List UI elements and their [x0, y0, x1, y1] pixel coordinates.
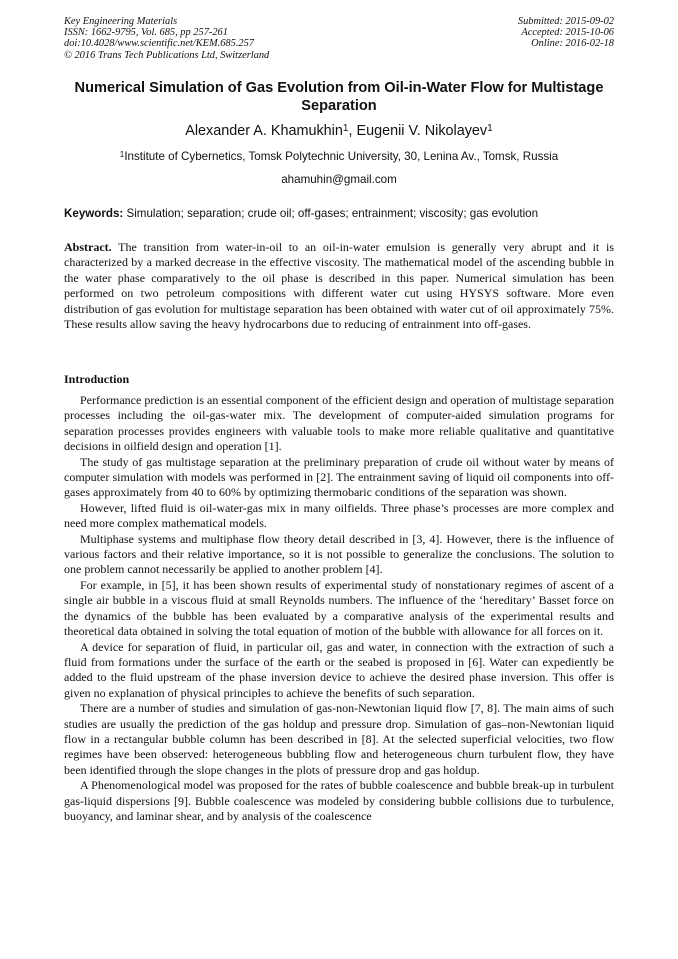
affiliation-mark: 1	[119, 149, 125, 159]
journal-name: Key Engineering Materials	[64, 16, 178, 27]
online-date: Online: 2016-02-18	[531, 38, 614, 50]
paragraph: There are a number of studies and simulation of gas-non-Newtonian liquid flow [7, 8]. The main aims of such studies are usually the prediction of the gas holdup and pressure drop. Simulation of gas–non-Newtonian liquid flow in a rectangular bubble column has been described in [8]. At the selected superficial velocities, two flow regimes have been observed: heterogeneous bubbling flow and heterogeneous churn turbulent flow, they have been identified through the slope changes in the plots of pressure drop and gas holdup.	[64, 701, 614, 777]
abstract-text: The transition from water-in-oil to an oil-in-water emulsion is generally very abrupt and it is characterized by a marked decrease in the effective viscosity. The mathematical model of the ascending bubble in the water phase comparatively to the oil phase is described in this paper. Numerical simulation has been performed on two petroleum compositions with different water cut using HYSYS software. More even distribution of gas evolution for multistage separation has been obtained with water cut of oil approximately 75%. These results allow saving the heavy hydrocarbons due to reducing of entrainment into off-gases.	[64, 240, 614, 332]
paragraph: A device for separation of fluid, in particular oil, gas and water, in connection with the extraction of such a fluid from formations under the surface of the earth or the seabed is proposed in [6]. Water can expediently be added to the fluid upstream of the phase inversion device to achieve the desired phase inversion. This offer is given no explanation of physical principles to achieve the benefits of such separation.	[64, 639, 614, 700]
affiliation-text: Institute of Cybernetics, Tomsk Polytechnic University, 30, Lenina Av., Tomsk, Russia	[124, 150, 559, 163]
author-email: ahamuhin@gmail.com	[281, 173, 397, 186]
keywords-label: Keywords:	[64, 207, 124, 220]
keywords	[64, 207, 614, 221]
paragraph: However, lifted fluid is oil-water-gas mix in many oilfields. Three phase’s processes are more complex and need more complex mathematical models.	[64, 500, 614, 531]
publication-info	[64, 16, 269, 61]
author-name: Eugenii V. Nikolayev	[356, 123, 488, 139]
paragraph: Multiphase systems and multiphase flow theory detail described in [3, 4]. However, there is the influence of various factors and their relative importance, so it is not possible to generalize the conclusions. The solution to one problem cannot necessarily be applied to another problem [4].	[64, 531, 614, 577]
author-list	[64, 122, 614, 140]
paragraph: A Phenomenological model was proposed for the rates of bubble coalescence and bubble break-up in turbulent gas-liquid dispersions [9]. Bubble coalescence was modeled by considering bubble collisions due to turbulence, buoyancy, and laminar shear, and by analysis of the coalescence	[64, 778, 614, 823]
publication-dates	[518, 16, 614, 50]
accepted-date: Accepted: 2015-10-06	[521, 27, 614, 39]
issn-line: ISSN: 1662-9795, Vol. 685, pp 257-261	[64, 27, 228, 39]
affiliation	[64, 150, 614, 164]
author-affiliation-mark: 1	[342, 122, 349, 134]
paragraph: The study of gas multistage separation at the preliminary preparation of crude oil without water by means of computer simulation with models was performed in [2]. The entrainment saving of liquid oil components into off-gases approximately from 40 to 60% by optimizing thermobaric conditions of the separation was shown.	[64, 454, 614, 500]
abstract	[64, 240, 614, 332]
abstract-label: Abstract.	[64, 240, 112, 254]
submitted-date: Submitted: 2015-09-02	[517, 16, 614, 27]
author-name: Alexander A. Khamukhin	[185, 123, 343, 139]
doi-line: doi:10.4028/www.scientific.net/KEM.685.257	[64, 38, 254, 50]
introduction-body	[64, 393, 614, 824]
keywords-text: Simulation; separation; crude oil; off-gases; entrainment; viscosity; gas evolution	[123, 207, 539, 220]
copyright-line: © 2016 Trans Tech Publications Ltd, Switzerland	[64, 49, 270, 61]
author-affiliation-mark: 1	[487, 122, 493, 134]
paper-title: Numerical Simulation of Gas Evolution from Oil-in-Water Flow for Multistage Separation	[74, 80, 604, 114]
author-separator: ,	[348, 123, 357, 139]
paragraph: Performance prediction is an essential component of the efficient design and operation of multistage separation processes including the oil-gas-water mix. The development of computer-aided simulation programs for separation processes provides engineers with valuable tools to make more reliable qualitative and quantitative decisions in oilfield design and operation [1].	[64, 393, 614, 454]
paragraph: For example, in [5], it has been shown results of experimental study of nonstationary regimes of ascent of a single air bubble in a viscous fluid at small Reynolds numbers. The influence of the ‘hereditary’ Basset force on the dynamics of the bubble has been evaluated by a comparative analysis of the experimental results and theoretical data obtained in solving the total equation of motion of the bubble with allowance for all forces on it.	[64, 577, 614, 639]
section-heading-introduction: Introduction	[64, 372, 130, 386]
